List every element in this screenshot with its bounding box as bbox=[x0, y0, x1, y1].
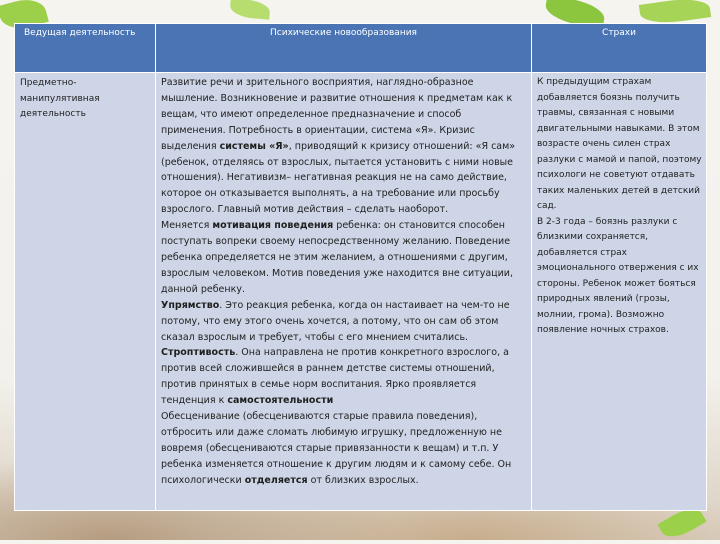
text-segment: Меняется bbox=[161, 220, 213, 232]
text-segment: ребенка: он становится способен поступать вопреки своему непосредственному желанию. Поведение ребенка определяется не этим желанием, а отношениями с другим, взрослым человеком. Мотив поведения уже находится вне ситуации, данной ребенку. bbox=[161, 220, 513, 295]
cell-leading-activity: Предметно-манипулятивная деятельность bbox=[15, 73, 156, 511]
table-header-row bbox=[15, 24, 707, 73]
emphasis-text: Строптивость bbox=[161, 347, 236, 359]
leaf-decoration bbox=[229, 0, 270, 20]
text-segment: Развитие речи и зрительного восприятия, наглядно-образное мышление. Возникновение и развитие отношения к предметам как к вещам, что имеют определенное предназначение и способ применения. Потребность в ориентации, система «Я». Кризис выделения bbox=[161, 77, 513, 152]
age-development-table bbox=[14, 23, 707, 511]
development-paragraph bbox=[161, 75, 527, 218]
text-segment: от близких взрослых. bbox=[307, 474, 419, 486]
text-segment: . Это реакция ребенка, когда он настаивает на чем-то не потому, что ему этого очень хочется, а потому, что он сам об этом сказал взрослым и требует, чтобы с его мнением считались. bbox=[161, 299, 510, 343]
text-segment: , приводящий к кризису отношений: «Я сам» (ребенок, отделяясь от взрослых, пытается установить с ними новые отношения). Негативизм– негативная реакция не на само действие, которое он отказывается выполнять, а на требование или просьбу взрослого. Главный мотив действия – сделать наоборот. bbox=[161, 140, 516, 216]
development-paragraph bbox=[161, 409, 527, 489]
emphasis-text: отделяется bbox=[244, 474, 308, 486]
table-row bbox=[15, 73, 707, 511]
cell-fears bbox=[532, 73, 707, 511]
header-fears: Страхи bbox=[532, 24, 707, 73]
emphasis-text: мотивация поведения bbox=[212, 220, 334, 232]
header-leading-activity: Ведущая деятельность bbox=[15, 24, 156, 73]
text-segment: . Она направлена не против конкретного взрослого, а против всей сложившейся в раннем детстве системы отношений, против принятых в семье норм воспитания. Ярко проявляется тенденция к bbox=[161, 347, 509, 407]
emphasis-text: самостоятельности bbox=[227, 395, 334, 407]
fears-paragraph: К предыдущим страхам добавляется боязнь получить травмы, связанная с новыми двигательными навыками. В этом возрасте очень силен страх разлуки с мамой и папой, поэтому психологи не советуют отдавать таких маленьких детей в детский сад. bbox=[537, 77, 702, 211]
fears-paragraph: В 2-3 года – боязнь разлуки с близкими сохраняется, добавляется страх эмоционального отвержения с их стороны. Ребенок может бояться природных явлений (грозы, молнии, грома). Возможно появление ночных страхов. bbox=[537, 216, 699, 335]
text-segment: Обесценивание (обесцениваются старые правила поведения), отбросить или даже сломать любимую игрушку, предложенную не вовремя (обесцениваются старые привязанности к вещам) и т.п. У ребенка изменяется отношение к другим людям и к самому себе. Он психологически bbox=[161, 411, 512, 486]
header-mental-development: Психические новообразования bbox=[156, 24, 532, 73]
development-paragraph bbox=[161, 298, 527, 346]
emphasis-text: Упрямство bbox=[161, 299, 220, 311]
development-paragraph bbox=[161, 345, 527, 409]
emphasis-text: системы «Я» bbox=[219, 140, 289, 152]
development-paragraph bbox=[161, 218, 527, 298]
cell-mental-development bbox=[156, 73, 532, 511]
